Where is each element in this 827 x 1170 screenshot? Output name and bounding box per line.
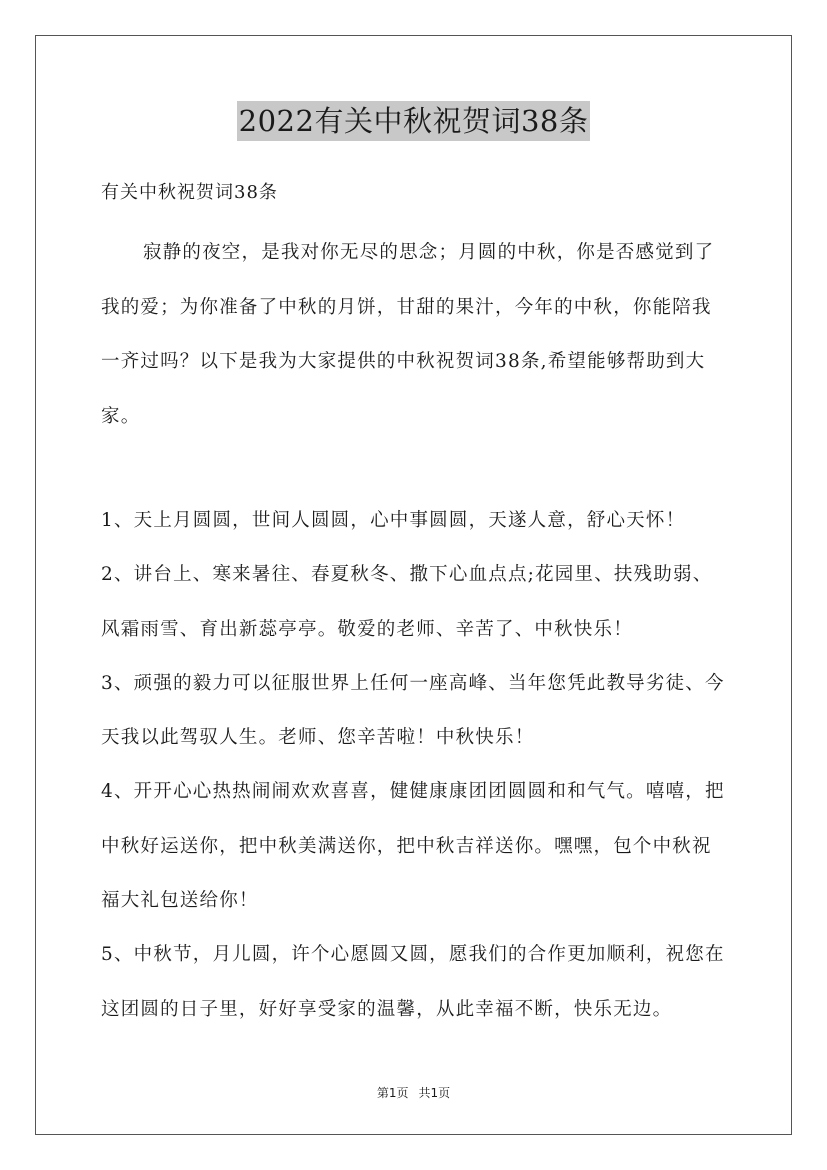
intro-text: 寂静的夜空，是我对你无尽的思念；月圆的中秋，你是否感觉到了我的爱；为你准备了中秋的月饼，甘甜的果汁，今年的中秋，你能陪我一齐过吗？以下是我为大家提供的中秋祝贺词38条,希望能够帮助到大家。 [101,242,715,427]
title-container [0,101,827,141]
list-item: 3、顽强的毅力可以征服世界上任何一座高峰、当年您凭此教导劣徒、今天我以此驾驭人生。老师、您辛苦啦！中秋快乐！ [101,672,725,749]
list-item: 4、开开心心热热闹闹欢欢喜喜，健健康康团团圆圆和和气气。嘻嘻，把中秋好运送你，把中秋美满送你，把中秋吉祥送你。嘿嘿，包个中秋祝福大礼包送给你！ [101,781,725,912]
intro-paragraph [101,226,729,444]
list-item: 5、中秋节，月儿圆，许个心愿圆又圆，愿我们的合作更加顺利，祝您在这团圆的日子里，好好享受家的温馨，从此幸福不断，快乐无边。 [101,944,725,1020]
list-item: 1、天上月圆圆，世间人圆圆，心中事圆圆，天遂人意，舒心天怀！ [101,510,686,531]
document-subtitle: 有关中秋祝贺词38条 [101,182,278,203]
document-title: 2022有关中秋祝贺词38条 [237,101,591,141]
page-total: 共1页 [418,1086,451,1100]
greeting-list [101,494,729,1037]
list-item: 2、讲台上、寒来暑往、春夏秋冬、撒下心血点点;花园里、扶残助弱、风霜雨雪、育出新蕊亭亭。敬爱的老师、辛苦了、中秋快乐！ [101,564,713,640]
page-footer [0,1084,827,1102]
page-number: 第1页 [376,1086,409,1100]
